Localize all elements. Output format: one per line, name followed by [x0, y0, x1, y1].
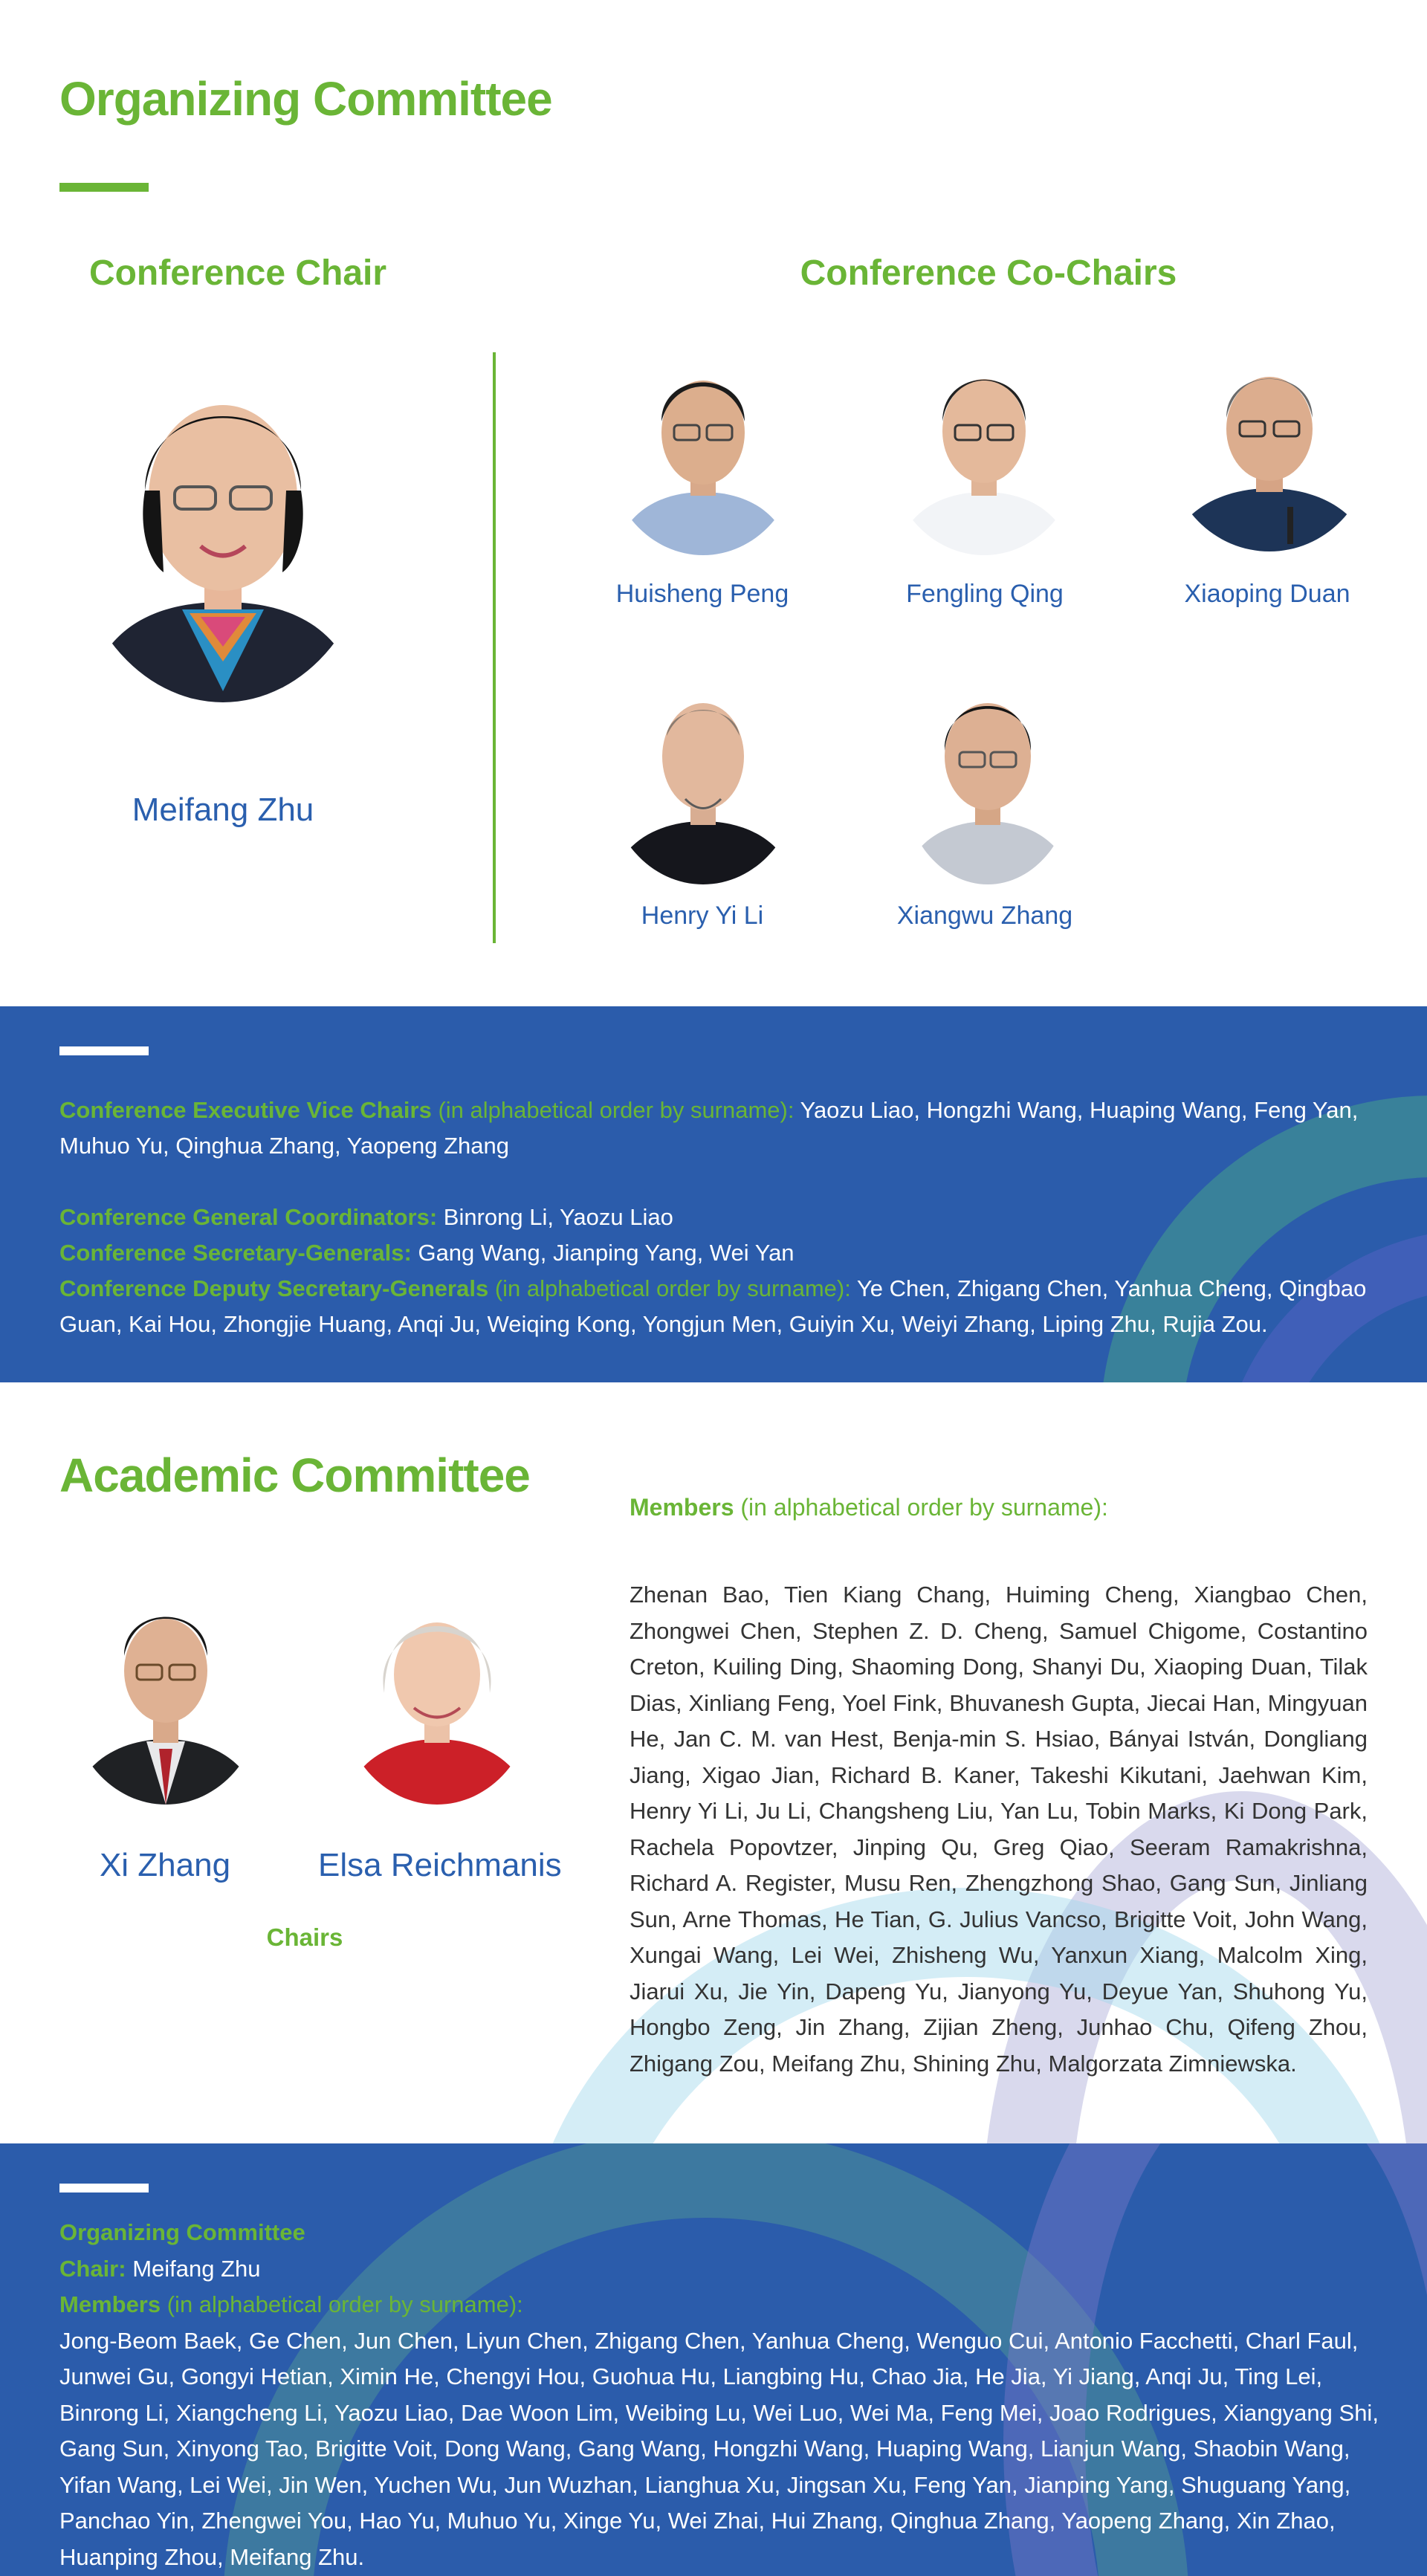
- deputy-note: (in alphabetical order by surname):: [494, 1275, 851, 1301]
- organizing-committee-details: [59, 2215, 1382, 2575]
- deputy-list: Ye Chen, Zhigang Chen, Yanhua Cheng, Qingbao Guan, Kai Hou, Zhongjie Huang, Anqi Ju, Weiqing Kong, Yongjun Men, Guiyin Xu, Weiyi Zhang, Liping Zhu, Rujia Zou.: [59, 1275, 1367, 1337]
- chair-name: Meifang Zhu: [132, 792, 314, 828]
- coordinators-list: Binrong Li, Yaozu Liao: [443, 1204, 673, 1230]
- person-photo-icon: [888, 343, 1080, 555]
- cochair-portrait-3: [1168, 343, 1371, 551]
- person-photo-icon: [607, 669, 799, 884]
- secgen-list: Gang Wang, Jianping Yang, Wei Yan: [418, 1240, 795, 1266]
- person-photo-icon: [340, 1582, 534, 1805]
- org2-title: Organizing Committee: [59, 2219, 305, 2245]
- cochair-name-5: Xiangwu Zhang: [896, 902, 1073, 930]
- secretary-generals: [59, 1235, 1368, 1271]
- cochair-name-3: Xiaoping Duan: [1184, 580, 1350, 608]
- academic-chair-name-2: Elsa Reichmanis: [318, 1847, 562, 1883]
- chair-portrait: [71, 342, 375, 702]
- organizing-committee-title: Organizing Committee: [59, 72, 552, 126]
- academic-chairs-label: Chairs: [266, 1923, 343, 1951]
- org2-chair-line: [59, 2251, 1382, 2288]
- org2-chair-name: Meifang Zhu: [132, 2255, 261, 2282]
- cochair-portrait-1: [607, 343, 799, 555]
- org2-members-heading: [59, 2287, 1382, 2323]
- conference-chair-heading: Conference Chair: [88, 253, 387, 293]
- academic-chair-name-1: Xi Zhang: [99, 1847, 231, 1883]
- academic-members-list: Zhenan Bao, Tien Kiang Chang, Huiming Cheng, Xiangbao Chen, Zhongwei Chen, Stephen Z. D. Cheng, Samuel Chigome, Costantino Creton, Kuiling Ding, Shaoming Dong, Shanyi Du, Xiaoping Duan, Tilak Dias, Xinliang Feng, Yoel Fink, Bhuvanesh Gupta, Jiecai Han, Mingyuan He, Jan C. M. van Hest, Benja-min S. Hsiao, Bányai István, Dongliang Jiang, Xigao Jian, Richard B. Kaner, Takeshi Kikutani, Jaehwan Kim, Henry Yi Li, Ju Li, Changsheng Liu, Yan Lu, Tobin Marks, Ki Dong Park, Rachela Popovtzer, Jinping Qu, Greg Qiao, Seeram Ramakrishna, Richard A. Register, Musu Ren, Zhengzhong Shao, Gang Sun, Jinliang Sun, Arne Thomas, He Tian, G. Julius Vancso, Brigitte Voit, John Wang, Xungai Wang, Lei Wei, Zhisheng Wu, Yanxun Xiang, Malcolm Xing, Jiarui Xu, Jie Yin, Dapeng Yu, Jianyong Yu, Deyue Yan, Shuhong Yu, Hongbo Zeng, Jin Zhang, Zijian Zheng, Junhao Chu, Qifeng Zhou, Zhigang Zou, Meifang Zhu, Shining Zhu, Malgorzata Zimniewska.: [630, 1582, 1368, 2077]
- academic-chair-portrait-2: [340, 1582, 534, 1805]
- cochair-portrait-4: [607, 669, 799, 884]
- executive-vice-chairs: [59, 1093, 1368, 1164]
- cochair-name-2: Fengling Qing: [906, 580, 1064, 608]
- academic-chair-portrait-1: [68, 1582, 263, 1805]
- org2-chair-label: Chair:: [59, 2255, 126, 2282]
- band-accent-bar: [59, 1046, 149, 1055]
- cochair-portrait-2: [888, 343, 1080, 555]
- coordinators-label: Conference General Coordinators:: [59, 1204, 438, 1230]
- general-coordinators: [59, 1200, 1368, 1235]
- organizing-committee-band: [0, 2143, 1427, 2576]
- deputy-secretary-generals: [59, 1271, 1368, 1342]
- org2-members-note: (in alphabetical order by surname):: [166, 2291, 523, 2317]
- person-photo-icon: [68, 1582, 263, 1805]
- academic-members-label: Members: [630, 1494, 734, 1521]
- vertical-divider: [493, 352, 496, 943]
- cochair-name-1: Huisheng Peng: [615, 580, 789, 608]
- vice-chairs-note: (in alphabetical order by surname):: [438, 1097, 795, 1123]
- executive-band: [0, 1006, 1427, 1382]
- person-photo-icon: [607, 343, 799, 555]
- conference-cochairs-heading: Conference Co-Chairs: [800, 253, 1177, 293]
- title-accent-bar: [59, 183, 149, 192]
- academic-committee-title: Academic Committee: [59, 1449, 530, 1502]
- cochair-portrait-5: [902, 669, 1074, 884]
- cochair-name-4: Henry Yi Li: [641, 902, 764, 930]
- org2-members-list: Jong-Beom Baek, Ge Chen, Jun Chen, Liyun Chen, Zhigang Chen, Yanhua Cheng, Wenguo Cui, Antonio Facchetti, Charl Faul, Junwei Gu, Gongyi Hetian, Ximin He, Chengyi Hou, Guohua Hu, Liangbing Hu, Chao Jia, He Jia, Yi Jiang, Anqi Ju, Ting Lei, Binrong Li, Xiangcheng Li, Yaozu Liao, Dae Woon Lim, Weibing Lu, Wei Luo, Wei Ma, Feng Mei, Joao Rodrigues, Xiangyang Shi, Gang Sun, Xinyong Tao, Brigitte Voit, Dong Wang, Gang Wang, Hongzhi Wang, Huaping Wang, Lianjun Wang, Shaobin Wang, Yifan Wang, Lei Wei, Jin Wen, Yuchen Wu, Jun Wuzhan, Lianghua Xu, Jingsan Xu, Feng Yan, Jianping Yang, Shuguang Yang, Panchao Yin, Zhengwei You, Hao Yu, Muhuo Yu, Xinge Yu, Wei Zhai, Hui Zhang, Qinghua Zhang, Yaopeng Zhang, Xin Zhao, Huanping Zhou, Meifang Zhu.: [59, 2327, 1379, 2570]
- vice-chairs-list: Yaozu Liao, Hongzhi Wang, Huaping Wang, Feng Yan, Muhuo Yu, Qinghua Zhang, Yaopeng Zhang: [59, 1097, 1359, 1159]
- vice-chairs-label: Conference Executive Vice Chairs: [59, 1097, 432, 1123]
- organizing-committee-section: [0, 0, 1427, 1006]
- academic-members-note: (in alphabetical order by surname):: [740, 1494, 1108, 1521]
- band-accent-bar: [59, 2184, 149, 2192]
- secgen-label: Conference Secretary-Generals:: [59, 1240, 412, 1266]
- person-photo-icon: [71, 342, 375, 702]
- deputy-label: Conference Deputy Secretary-Generals: [59, 1275, 489, 1301]
- person-photo-icon: [1168, 343, 1371, 551]
- academic-committee-section: [0, 1382, 1427, 2143]
- academic-members-heading: [630, 1494, 1108, 1521]
- org2-members-label: Members: [59, 2291, 161, 2317]
- person-photo-icon: [902, 669, 1074, 884]
